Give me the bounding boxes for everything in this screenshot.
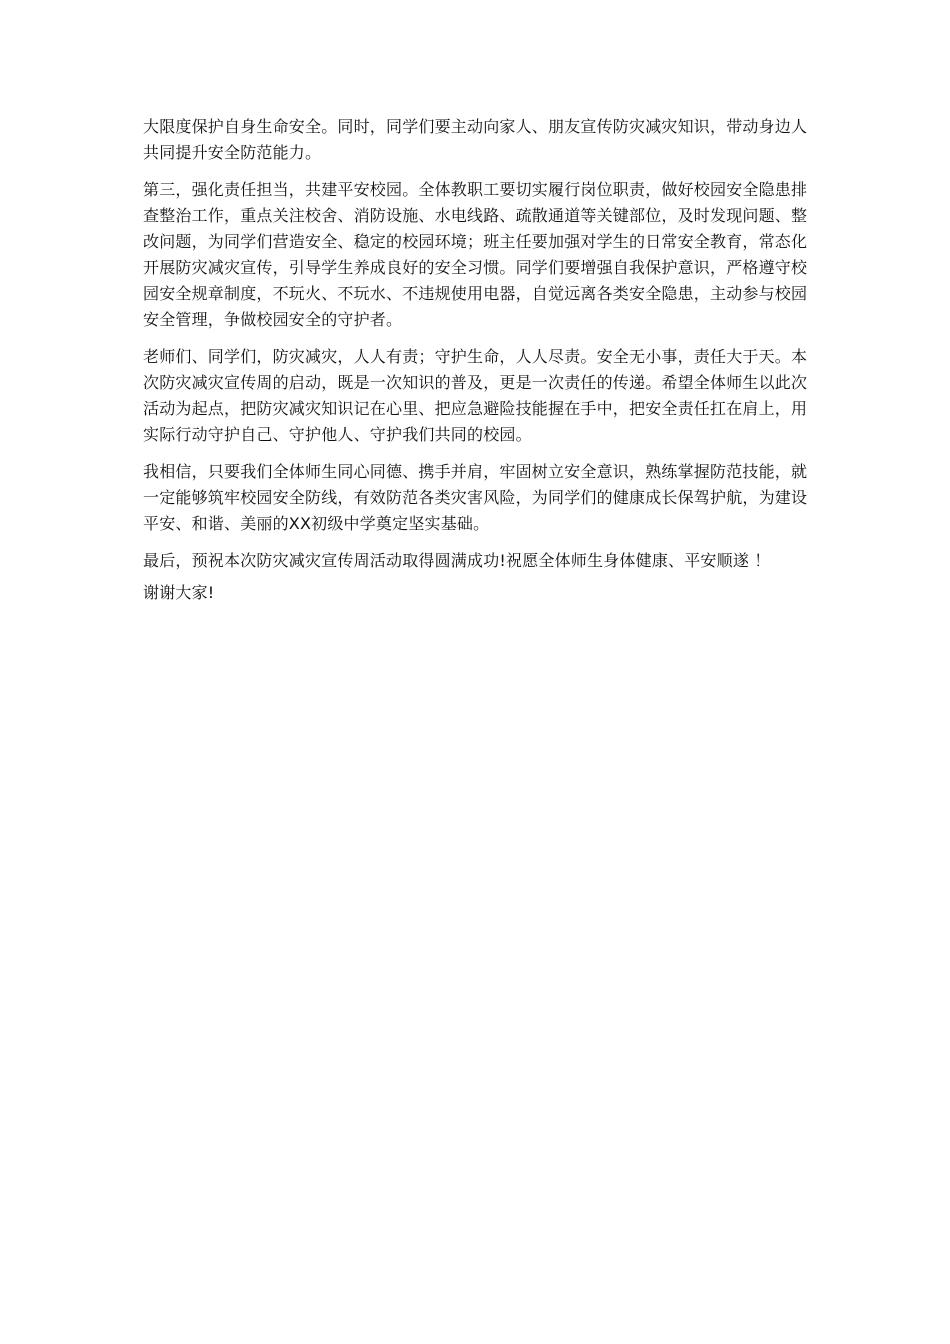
- paragraph-thanks: 谢谢大家!: [143, 583, 215, 602]
- paragraph-safety-promotion: 大限度保护自身生命安全。同时，同学们要主动向家人、朋友宣传防灾减灾知识，带动身边人共同提升安全防范能力。: [143, 117, 808, 162]
- paragraph-third-responsibility: 第三，强化责任担当，共建平安校园。全体教职工要切实履行岗位职责，做好校园安全隐患排查整治工作，重点关注校舍、消防设施、水电线路、疏散通道等关键部位，及时发现问题、整改问题，为同学们营造安全、稳定的校园环境；班主任要加强对学生的日常安全教育，常态化开展防灾减灾宣传，引导学生养成良好的安全习惯。同学们要增强自我保护意识，严格遵守校园安全规章制度，不玩火、不玩水、不违规使用电器，自觉远离各类安全隐患，主动参与校园安全管理，争做校园安全的守护者。: [143, 180, 808, 329]
- paragraph-belief: 我相信，只要我们全体师生同心同德、携手并肩，牢固树立安全意识，熟练掌握防范技能，就一定能够筑牢校园安全防线，有效防范各类灾害风险，为同学们的健康成长保驾护航，为建设平安、和谐、美丽的XX初级中学奠定坚实基础。: [143, 462, 808, 533]
- paragraph-closing-wishes: 最后，预祝本次防灾减灾宣传周活动取得圆满成功!祝愿全体师生身体健康、平安顺遂 ！: [143, 551, 771, 570]
- paragraph-teachers-students: 老师们、同学们，防灾减灾，人人有责；守护生命，人人尽责。安全无小事，责任大于天。本次防灾减灾宣传周的启动，既是一次知识的普及，更是一次责任的传递。希望全体师生以此次活动为起点，把防灾减灾知识记在心里、把应急避险技能握在手中，把安全责任扛在肩上，用实际行动守护自己、守护他人、守护我们共同的校园。: [143, 347, 808, 444]
- document-body: [143, 114, 815, 617]
